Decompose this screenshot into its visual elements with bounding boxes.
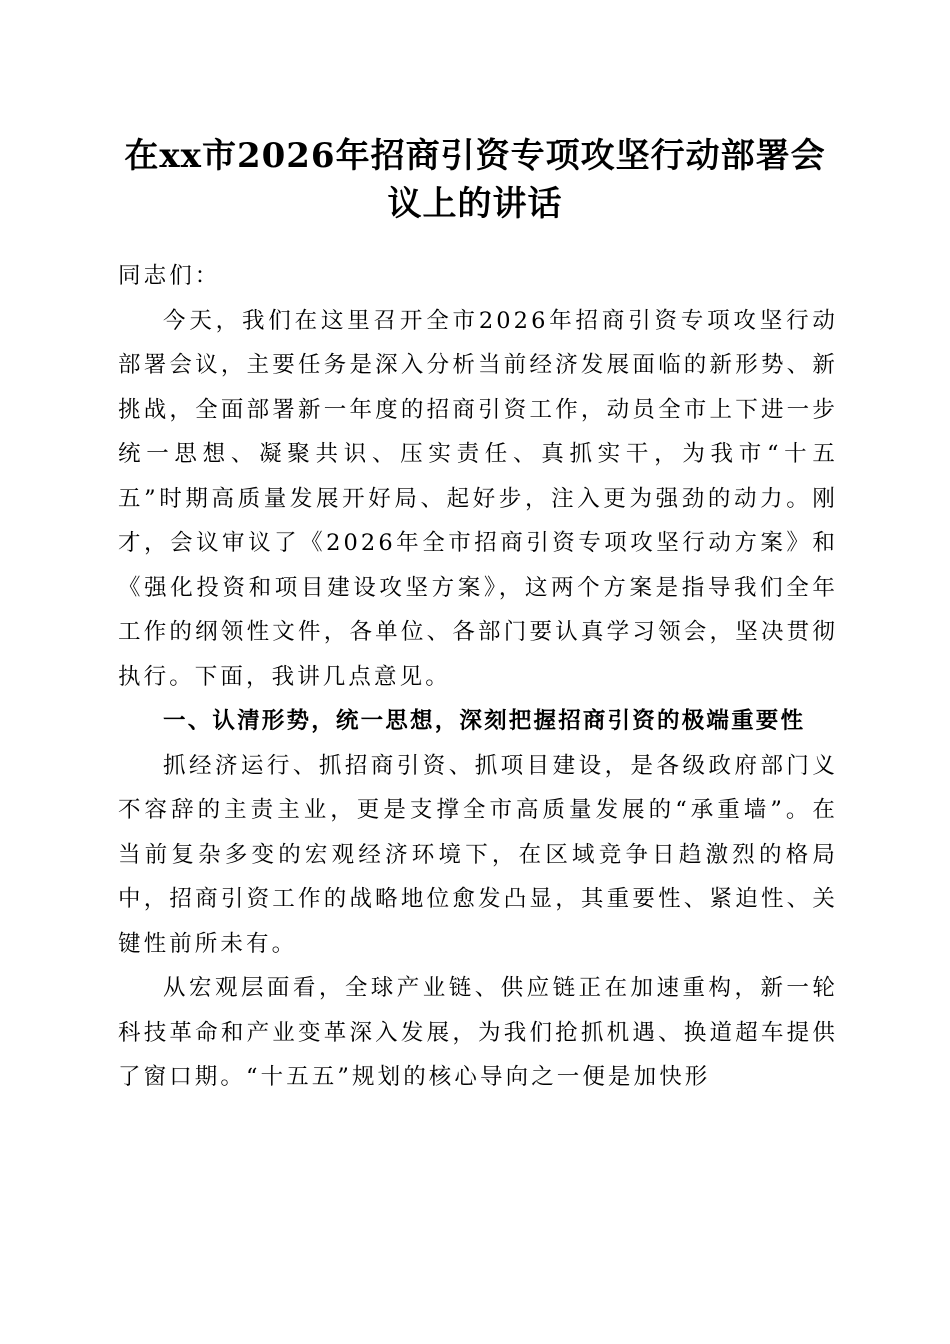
salutation: 同志们： [118, 263, 221, 289]
paragraph-section1-a: 抓经济运行、抓招商引资、抓项目建设，是各级政府部门义不容辞的主责主业，更是支撑全市高质量发展的“承重墙”。在当前复杂多变的宏观经济环境下，在区域竞争日趋激烈的格局中，招商引资工作的战略地位愈发凸显，其重要性、紧迫性、关键性前所未有。 [118, 752, 838, 957]
section-heading-1: 一、认清形势，统一思想，深刻把握招商引资的极端重要性 [163, 708, 806, 734]
document-body [118, 254, 838, 1100]
title-line-2: 议上的讲话 [387, 184, 563, 224]
document-title [100, 132, 850, 228]
paragraph-intro: 今天，我们在这里召开全市2026年招商引资专项攻坚行动部署会议，主要任务是深入分析当前经济发展面临的新形势、新挑战，全面部署新一年度的招商引资工作，动员全市上下进一步统一思想、凝聚共识、压实责任、真抓实干，为我市“十五五”时期高质量发展开好局、起好步，注入更为强劲的动力。刚才，会议审议了《2026年全市招商引资专项攻坚行动方案》和《强化投资和项目建设攻坚方案》，这两个方案是指导我们全年工作的纲领性文件，各单位、各部门要认真学习领会，坚决贯彻执行。下面，我讲几点意见。 [118, 307, 838, 690]
title-line-1: 在xx市2026年招商引资专项攻坚行动部署会 [124, 136, 826, 176]
paragraph-section1-b: 从宏观层面看，全球产业链、供应链正在加速重构，新一轮科技革命和产业变革深入发展，为我们抢抓机遇、换道超车提供了窗口期。“十五五”规划的核心导向之一便是加快形 [118, 975, 838, 1090]
